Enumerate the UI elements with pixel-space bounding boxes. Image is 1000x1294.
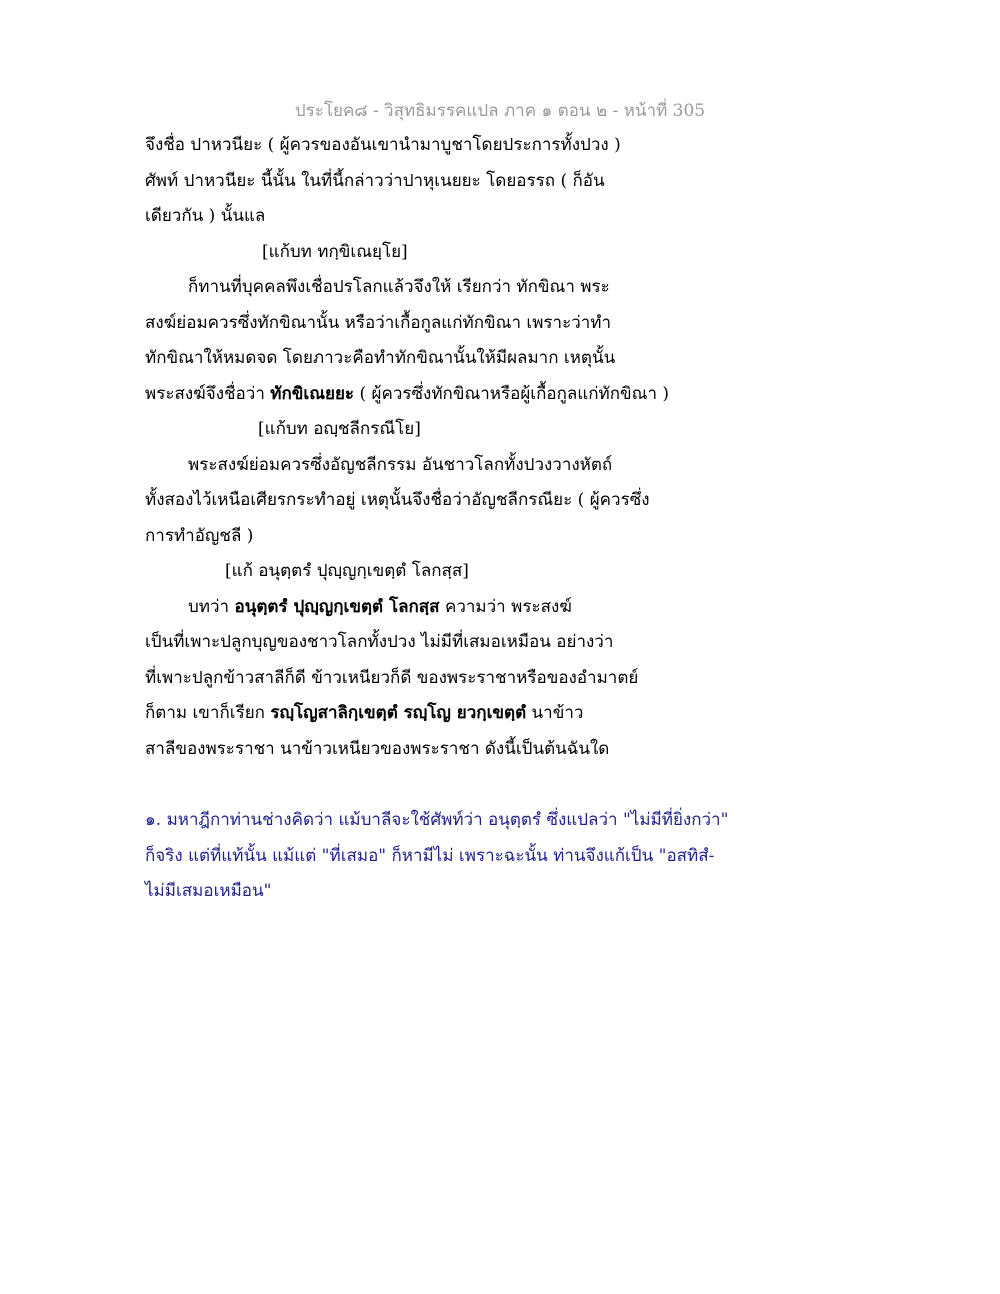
section-heading: [แก้ อนุตฺตรํ ปุญฺญกฺเขตฺตํ โลกสฺส] bbox=[225, 561, 469, 581]
page-header: ประโยค๘ - วิสุทธิมรรคแปล ภาค ๑ ตอน ๒ - หน้าที่ 305 bbox=[294, 101, 706, 121]
text-span: นาข้าว bbox=[526, 703, 584, 723]
section-heading: [แก้บท อญฺชลีกรณีโย] bbox=[258, 419, 421, 439]
text-line: สาลีของพระราชา นาข้าวเหนียวของพระราชา ดังนี้เป็นต้นฉันใด bbox=[145, 739, 610, 759]
text-line: ที่เพาะปลูกข้าวสาลีก็ดี ข้าวเหนียวก็ดี ของพระราชาหรือของอำมาตย์ bbox=[145, 668, 639, 688]
text-line: ศัพท์ ปาหวนียะ นี้นั้น ในที่นี้กล่าวว่าปาหุเนยยะ โดยอรรถ ( ก็อัน bbox=[145, 171, 605, 191]
text-span: ( ผู้ควรซึ่งทักขิณาหรือผู้เกื้อกูลแก่ทักขิณา ) bbox=[354, 384, 670, 404]
text-span: พระสงฆ์จึงชื่อว่า bbox=[145, 384, 271, 404]
text-line: สงฆ์ย่อมควรซึ่งทักขิณานั้น หรือว่าเกื้อกูลแก่ทักขิณา เพราะว่าทำ bbox=[145, 313, 612, 333]
text-line bbox=[145, 701, 583, 725]
footnote-line: ไม่มีเสมอเหมือน" bbox=[145, 881, 272, 901]
text-line: จึงชื่อ ปาหวนียะ ( ผู้ควรของอันเขานำมาบูชาโดยประการทั้งปวง ) bbox=[145, 135, 621, 155]
bold-term: ทักขิเณยยะ bbox=[270, 384, 355, 404]
text-line bbox=[188, 595, 572, 619]
bold-term: รญฺโญสาลิกฺเขตฺตํ รญฺโญ ยวกฺเขตฺตํ bbox=[270, 703, 527, 723]
bold-term: อนุตฺตรํ ปุญฺญกฺเขตฺตํ โลกสฺส bbox=[234, 597, 440, 617]
text-line: ทักขิณาให้หมดจด โดยภาวะคือทำทักขิณานั้นให้มีผลมาก เหตุนั้น bbox=[145, 348, 616, 368]
text-span: บทว่า bbox=[188, 597, 235, 617]
section-heading: [แก้บท ทกฺขิเณยฺโย] bbox=[262, 242, 408, 262]
footnote-line: ก็จริง แต่ที่แท้นั้น แม้แต่ "ที่เสมอ" ก็หามีไม่ เพราะฉะนั้น ท่านจึงแก้เป็น "อสทิสํ- bbox=[145, 846, 715, 866]
text-line bbox=[145, 382, 669, 406]
text-line: พระสงฆ์ย่อมควรซึ่งอัญชลีกรรม อันชาวโลกทั้งปวงวางหัตถ์ bbox=[188, 455, 613, 475]
text-line: เดียวกัน ) นั้นแล bbox=[145, 206, 266, 226]
text-line: ทั้งสองไว้เหนือเศียรกระทำอยู่ เหตุนั้นจึงชื่อว่าอัญชลีกรณียะ ( ผู้ควรซึ่ง bbox=[145, 490, 650, 510]
text-line: ก็ทานที่บุคคลพึงเชื่อปรโลกแล้วจึงให้ เรียกว่า ทักขิณา พระ bbox=[188, 277, 610, 297]
footnote-line: ๑. มหาฎีกาท่านช่างคิดว่า แม้บาลีจะใช้ศัพท์ว่า อนุตฺตรํ ซึ่งแปลว่า "ไม่มีที่ยิ่งกว่า" bbox=[145, 810, 729, 830]
text-line: เป็นที่เพาะปลูกบุญของชาวโลกทั้งปวง ไม่มีที่เสมอเหมือน อย่างว่า bbox=[145, 632, 614, 652]
text-span: ก็ตาม เขาก็เรียก bbox=[145, 703, 271, 723]
text-line: การทำอัญชลี ) bbox=[145, 526, 254, 546]
text-span: ความว่า พระสงฆ์ bbox=[439, 597, 572, 617]
